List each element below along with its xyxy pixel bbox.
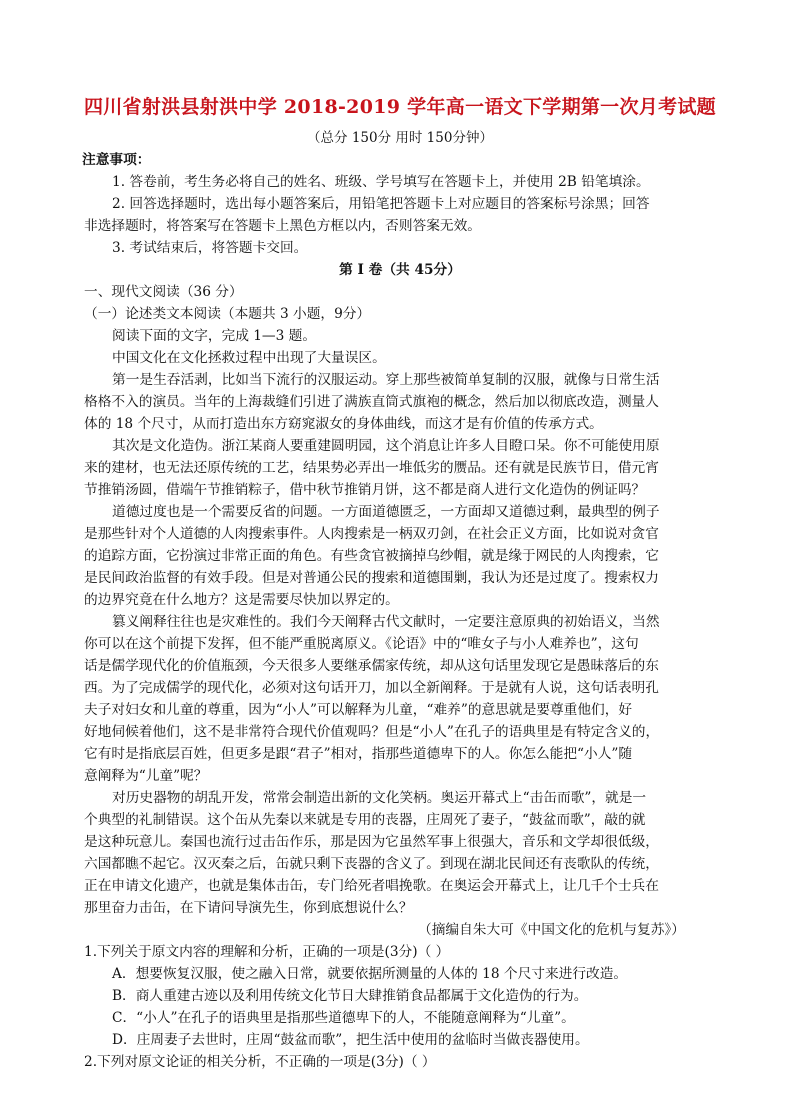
passage-line: 话是儒学现代化的价值瓶颈，今天很多人要继承儒家传统，却从这句话里发现它是愚昧落后的东 [84, 658, 659, 674]
notes-heading: 注意事项： [82, 152, 151, 168]
note-item: 3. 考试结束后，将答题卡交回。 [112, 240, 308, 256]
note-item: 2. 回答选择题时，选出每小题答案后，用铅笔把答题卡上对应题目的答案标号涂黑；回答 [112, 196, 650, 212]
passage-line: 节推销汤圆，借端午节推销粽子，借中秋节推销月饼，这不都是商人进行文化造伪的例证吗？ [84, 482, 646, 498]
passage-line: 的追踪方面，它扮演过非常正面的角色。有些贪官被摘掉乌纱帽，就是缘于网民的人肉搜索，它 [84, 548, 659, 564]
passage-line: 道德过度也是一个需要反省的问题。一方面道德匮乏，一方面却又道德过剩，最典型的例子 [112, 504, 660, 520]
passage-line: 好地伺候着他们，这不是非常符合现代价值观吗？但是“小人”在孔子的语典里是有特定含义的， [84, 724, 660, 740]
passage-line: 西。为了完成儒学的现代化，必须对这句话开刀，加以全新阐释。于是就有人说，这句话表明孔 [84, 680, 659, 696]
passage-line: 篡义阐释往往也是灾难性的。我们今天阐释古代文献时，一定要注意原典的初始语义，当然 [112, 614, 660, 630]
passage-line: 是这种玩意儿。秦国也流行过击缶作乐，那是因为它虽然军事上很强大，音乐和文学却很低级， [84, 834, 659, 850]
note-item: 1. 答卷前，考生务必将自己的姓名、班级、学号填写在答题卡上，并使用 2B 铅笔填涂。 [112, 174, 650, 190]
passage-line: 它有时是指底层百姓，但更多是跟“君子”相对，指那些道德卑下的人。你怎么能把“小人”随 [84, 746, 633, 762]
essay-title: 中国文化在文化拯救过程中出现了大量误区。 [112, 350, 386, 366]
question-stem: 1.下列关于原文内容的理解和分析，正确的一项是(3分)（ ） [84, 944, 450, 960]
question-option-c: C．“小人”在孔子的语典里是指那些道德卑下的人，不能随意阐释为“儿童”。 [112, 1010, 575, 1026]
sub-section-title: （一）论述类文本阅读（本题共 3 小题，9分） [84, 306, 371, 322]
passage-line: 正在申请文化遗产，也就是集体击缶，专门给死者唱挽歌。在奥运会开幕式上，让几千个士兵在 [84, 878, 659, 894]
passage-line: 那里奋力击缶，在下请问导演先生，你到底想说什么？ [84, 900, 413, 916]
passage-line: 意阐释为“儿童”呢？ [84, 768, 208, 784]
question-option-d: D．庄周妻子去世时，庄周“鼓盆而歌”，把生活中使用的盆临时当做丧器使用。 [112, 1032, 589, 1048]
passage-line: 格格不入的演员。当年的上海裁缝们引进了满族直筒式旗袍的概念，然后加以彻底改造，测量人 [84, 394, 659, 410]
passage-line: 个典型的礼制错误。这个缶从先秦以来就是专用的丧器，庄周死了妻子，“鼓盆而歌”，敲的就 [84, 812, 646, 828]
passage-line: 其次是文化造伪。浙江某商人要重建圆明园，这个消息让许多人目瞪口呆。你不可能使用原 [112, 438, 660, 454]
reading-instruction: 阅读下面的文字，完成 1—3 题。 [112, 328, 317, 344]
passage-line: 是民间政治监督的有效手段。但是对普通公民的搜索和道德围剿，我认为还是过度了。搜索权力 [84, 570, 659, 586]
question-option-a: A．想要恢复汉服，使之融入日常，就要依据所测量的人体的 18 个尺寸来进行改造。 [112, 966, 628, 982]
passage-line: 来的建材，也无法还原传统的工艺，结果势必弄出一堆低劣的赝品。还有就是民族节日，借元宵 [84, 460, 659, 476]
passage-line: 你可以在这个前提下发挥，但不能严重脱离原义。《论语》中的“唯女子与小人难养也”，这句 [84, 636, 639, 652]
passage-line: 是那些针对个人道德的人肉搜索事件。人肉搜索是一柄双刃剑，在社会正义方面，比如说对贪官 [84, 526, 659, 542]
passage-line: 的边界究竟在什么地方？这是需要尽快加以界定的。 [84, 592, 399, 608]
exam-title: 四川省射洪县射洪中学 2018-2019 学年高一语文下学期第一次月考试题 [84, 96, 716, 118]
passage-line: 夫子对妇女和儿童的尊重，因为“小人”可以解释为儿童，“难养”的意思就是要尊重他们，好 [84, 702, 633, 718]
exam-subtitle: （总分 150分 用时 150分钟） [307, 130, 493, 146]
passage-source: （摘编自朱大可《中国文化的危机与复苏》） [418, 922, 685, 938]
passage-line: 对历史器物的胡乱开发，常常会制造出新的文化笑柄。奥运开幕式上“击缶而歌”，就是一 [112, 790, 647, 806]
volume-title: 第 I 卷（共 45分） [339, 262, 461, 278]
part-title: 一、现代文阅读（36 分） [84, 284, 243, 300]
question-option-b: B．商人重建古迹以及利用传统文化节日大肆推销食品都属于文化造伪的行为。 [112, 988, 588, 1004]
passage-line: 体的 18 个尺寸，从而打造出东方窈窕淑女的身体曲线，而这才是有价值的传承方式。 [84, 416, 603, 432]
question-stem: 2.下列对原文论证的相关分析，不正确的一项是(3分)（ ） [84, 1054, 436, 1070]
passage-line: 六国都瞧不起它。汉灭秦之后，缶就只剩下丧器的含义了。到现在湖北民间还有丧歌队的传统， [84, 856, 659, 872]
passage-line: 第一是生吞活剥，比如当下流行的汉服运动。穿上那些被简单复制的汉服，就像与日常生活 [112, 372, 660, 388]
note-item-continued: 非选择题时，将答案写在答题卡上黑色方框以内，否则答案无效。 [84, 218, 481, 234]
